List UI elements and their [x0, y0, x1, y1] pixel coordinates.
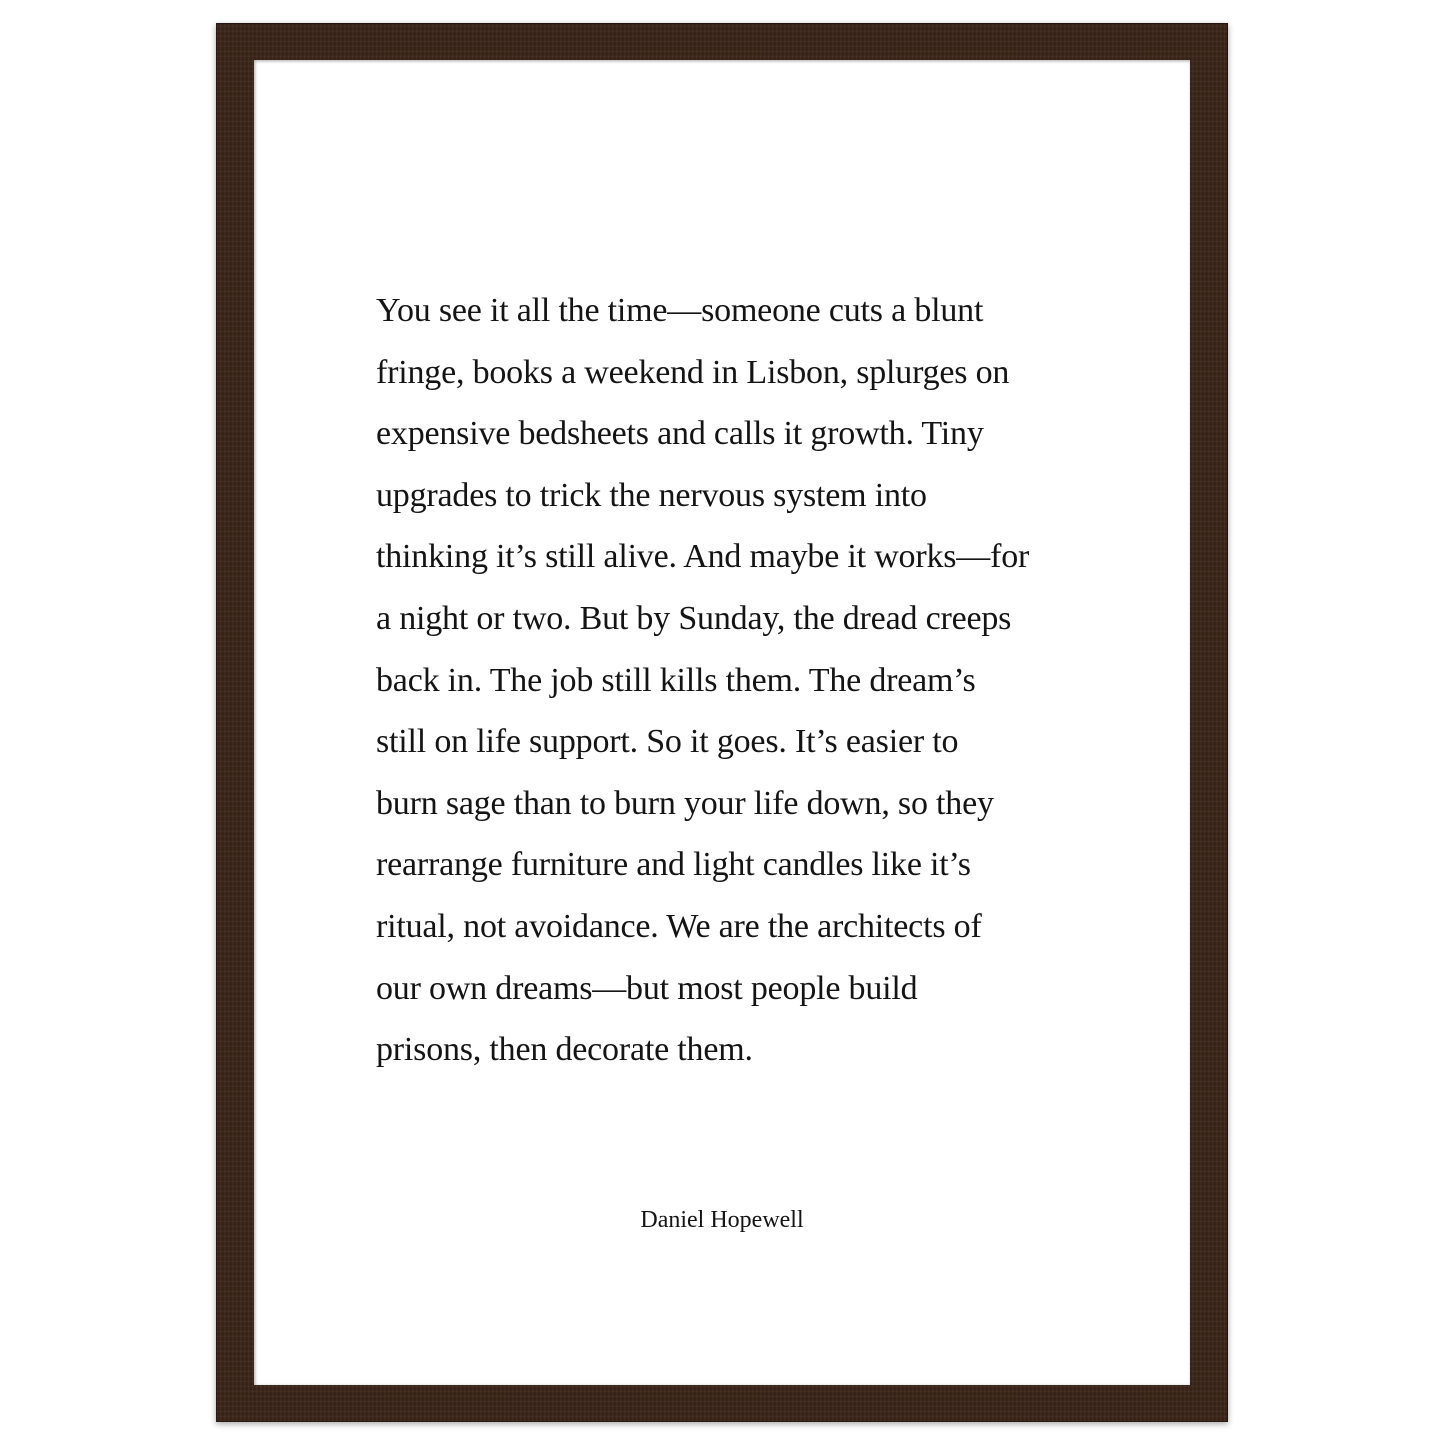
- quote-line: our own dreams—but most people build: [376, 969, 918, 1007]
- author-name: Daniel Hopewell: [640, 1207, 804, 1233]
- quote-line: expensive bedsheets and calls it growth. Tiny: [376, 415, 984, 453]
- poster-paper: [254, 60, 1190, 1385]
- quote-line: back in. The job still kills them. The dream’s: [376, 661, 976, 699]
- wooden-frame: [216, 23, 1228, 1422]
- quote-line: ritual, not avoidance. We are the architects of: [376, 907, 982, 945]
- quote-line: upgrades to trick the nervous system into: [376, 476, 927, 514]
- quote-line: burn sage than to burn your life down, so they: [376, 784, 994, 822]
- quote-line: a night or two. But by Sunday, the dread creeps: [376, 599, 1012, 637]
- quote-line: prisons, then decorate them.: [376, 1031, 753, 1069]
- quote-line: thinking it’s still alive. And maybe it works—for: [376, 538, 1030, 576]
- quote-line: rearrange furniture and light candles like it’s: [376, 846, 971, 884]
- quote-text: [376, 280, 1096, 1081]
- quote-line: fringe, books a weekend in Lisbon, splurges on: [376, 353, 1010, 391]
- quote-line: You see it all the time—someone cuts a blunt: [376, 292, 984, 329]
- quote-line: still on life support. So it goes. It’s easier to: [376, 723, 959, 761]
